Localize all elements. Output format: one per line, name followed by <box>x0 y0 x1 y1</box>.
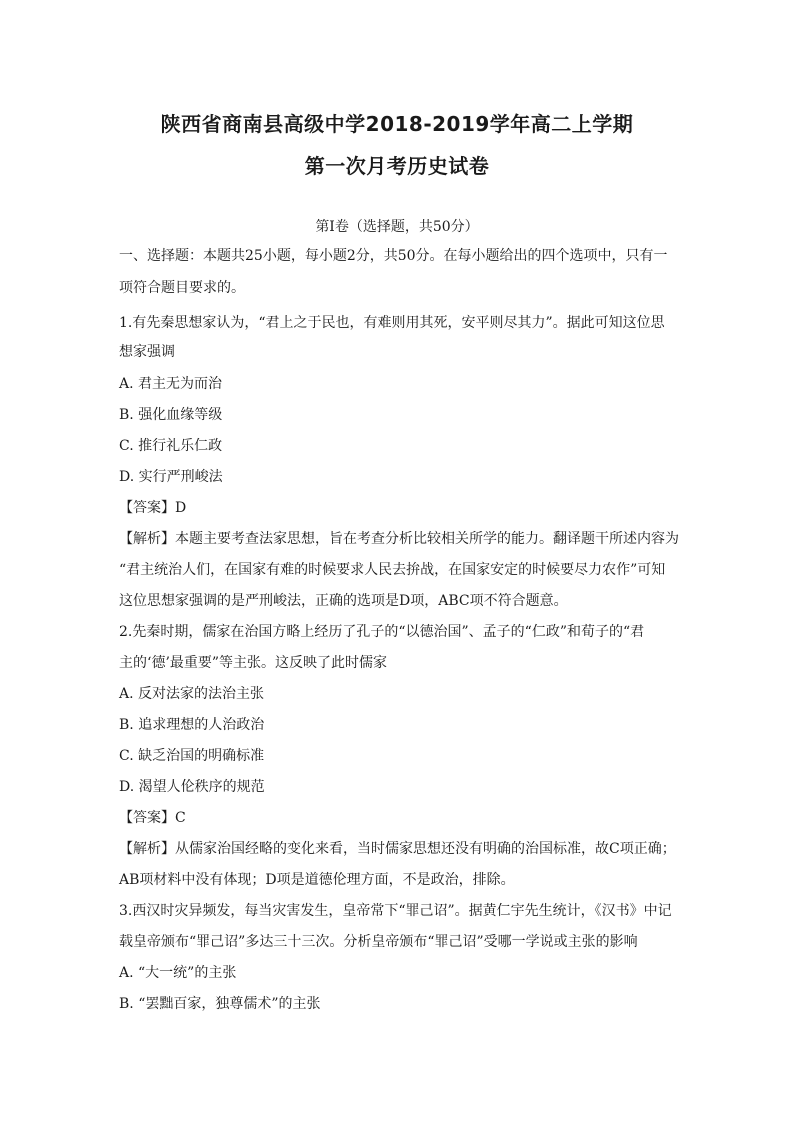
q3-option-a: A. “大一统”的主张 <box>119 965 237 981</box>
q2-stem-line2: 主的‘德’最重要”等主张。这反映了此时儒家 <box>119 655 388 671</box>
q2-option-d: D. 渴望人伦秩序的规范 <box>119 779 265 795</box>
q1-stem-line1: 1.有先秦思想家认为，“君上之于民也，有难则用其死，安平则尽其力”。据此可知这位思 <box>119 315 665 331</box>
q2-analysis-line2: AB项材料中没有体现；D项是道德伦理方面，不是政治，排除。 <box>119 872 515 888</box>
q2-option-b: B. 追求理想的人治政治 <box>119 717 265 733</box>
q1-stem-line2: 想家强调 <box>119 344 175 360</box>
q2-analysis-line1: 【解析】从儒家治国经略的变化来看，当时儒家思想还没有明确的治国标准，故C项正确； <box>119 841 676 857</box>
q1-option-b: B. 强化血缘等级 <box>119 407 223 423</box>
section-header: 第I卷（选择题，共50分） <box>315 219 479 235</box>
q1-analysis-line2: “君主统治人们，在国家有难的时候要求人民去拚战，在国家安定的时候要尽力农作”可知 <box>119 562 666 578</box>
exam-title-line2: 第一次月考历史试卷 <box>304 154 490 178</box>
q2-stem-line1: 2.先秦时期，儒家在治国方略上经历了孔子的“以德治国”、孟子的“仁政”和荀子的“君 <box>119 624 645 640</box>
q1-analysis-line1: 【解析】本题主要考查法家思想，旨在考查分析比较相关所学的能力。翻译题干所述内容为 <box>119 531 679 547</box>
q1-analysis-line3: 这位思想家强调的是严刑峻法，正确的选项是D项，ABC项不符合题意。 <box>119 593 568 609</box>
q1-option-a: A. 君主无为而治 <box>119 376 223 392</box>
q3-stem-line1: 3.西汉时灾异频发，每当灾害发生，皇帝常下“罪己诏”。据黄仁宇先生统计，《汉书》中记 <box>119 903 672 919</box>
q3-option-b: B. “罢黜百家，独尊儒术”的主张 <box>119 996 321 1012</box>
q1-answer: 【答案】D <box>119 500 187 516</box>
q2-answer: 【答案】C <box>119 810 186 826</box>
q2-option-a: A. 反对法家的法治主张 <box>119 686 265 702</box>
q1-option-c: C. 推行礼乐仁政 <box>119 438 223 454</box>
q3-stem-line2: 载皇帝颁布“罪己诏”多达三十三次。分析皇帝颁布“罪己诏”受哪一学说或主张的影响 <box>119 934 638 950</box>
instructions-line2: 项符合题目要求的。 <box>119 280 245 296</box>
q1-option-d: D. 实行严刑峻法 <box>119 469 223 485</box>
q2-option-c: C. 缺乏治国的明确标准 <box>119 748 265 764</box>
instructions-line1: 一、选择题：本题共25小题，每小题2分，共50分。在每小题给出的四个选项中，只有一 <box>119 248 668 264</box>
exam-title-line1: 陕西省商南县高级中学2018-2019学年高二上学期 <box>160 112 634 136</box>
